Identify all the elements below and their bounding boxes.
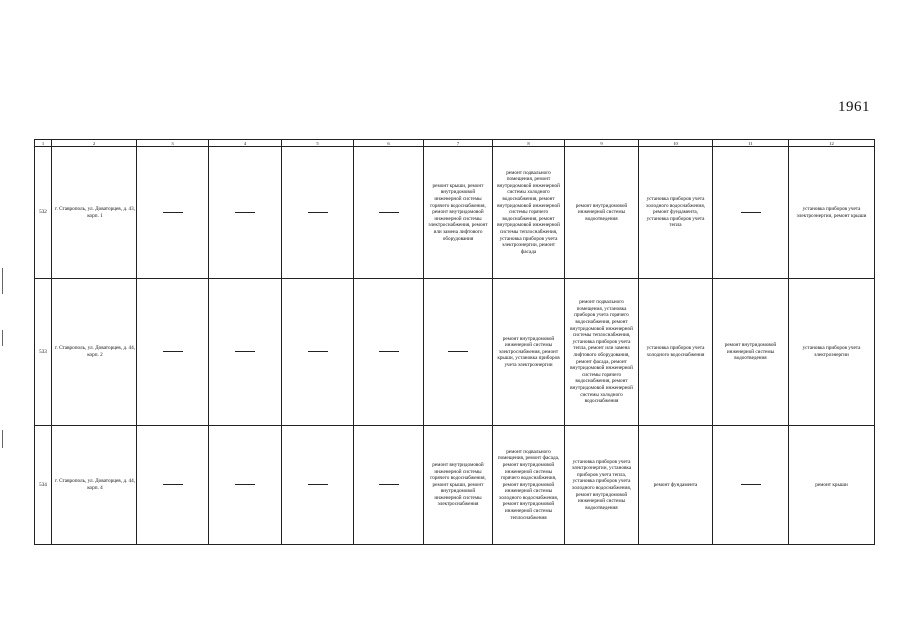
column-number: 4	[209, 140, 282, 147]
work-text: установка приборов учета холодного водоснабжения, ремонт фундамента, установка приборов учета тепла	[645, 196, 706, 229]
empty-cell	[137, 279, 209, 426]
work-cell	[639, 426, 713, 545]
empty-cell	[713, 147, 789, 279]
work-text: ремонт подвального помещения, ремонт внутридомовой инженерной системы холодного водоснабжения, ремонт внутридомовой инженерной системы горячего водоснабжения, ремонт внутридомовой инженерной системы теплоснабжения, установка приборов учета электроэнергии, ремонт фасада	[497, 169, 560, 255]
work-cell	[639, 147, 713, 279]
work-text: установка приборов учета электроэнергии, установка приборов учета тепла, установка приборов учета холодного водоснабжения, ремонт внутридомовой инженерной системы водоотведения	[571, 458, 632, 511]
dash-mark	[379, 212, 399, 213]
work-text: ремонт крыши	[815, 481, 848, 488]
row-number: 534	[35, 426, 52, 545]
empty-cell	[713, 426, 789, 545]
work-cell	[424, 426, 493, 545]
column-number: 6	[354, 140, 424, 147]
column-number: 2	[52, 140, 137, 147]
dash-mark	[308, 351, 328, 352]
table-row	[35, 426, 875, 545]
work-text: ремонт подвального помещения, установка приборов учета горячего водоснабжения, ремонт внутридомовой инженерной системы теплоснабжения, установка приборов учета тепла, ремонт или замена лифтового оборудования, ремонт фасада, ремонт внутридомовой инженерной системы горячего водоснабжения, ремонт внутридомовой инженерной системы холодного водоснабжения	[570, 299, 633, 405]
work-text: ремонт внутридомовой инженерной системы водоотведения	[724, 342, 777, 362]
work-text: ремонт внутридомовой инженерной системы горячего водоснабжения, ремонт крыши, ремонт внутридомовой инженерной системы электроснабжения	[430, 461, 486, 508]
empty-cell	[137, 426, 209, 545]
work-cell	[493, 147, 565, 279]
page-number: 1961	[838, 99, 870, 115]
table-row	[35, 147, 875, 279]
dash-mark	[235, 212, 255, 213]
table-row	[35, 279, 875, 426]
empty-cell	[282, 279, 354, 426]
column-number: 11	[713, 140, 789, 147]
empty-cell	[209, 279, 282, 426]
column-number: 7	[424, 140, 493, 147]
address-cell: г. Ставрополь, ул. Доваторцев, д. 44, корп. 4	[52, 426, 137, 545]
dash-mark	[741, 212, 761, 213]
work-cell	[565, 426, 639, 545]
scan-margin-mark	[2, 330, 3, 346]
work-cell	[713, 279, 789, 426]
scan-margin-mark	[2, 430, 3, 448]
dash-mark	[379, 351, 399, 352]
work-text: установка приборов учета электроэнергии	[802, 345, 861, 358]
dash-mark	[235, 351, 255, 352]
address-cell: г. Ставрополь, ул. Доваторцев, д. 44, корп. 2	[52, 279, 137, 426]
empty-cell	[209, 147, 282, 279]
dash-mark	[448, 351, 468, 352]
work-text: установка приборов учета холодного водоснабжения	[646, 345, 705, 358]
work-text: ремонт фундамента	[653, 481, 698, 488]
dash-mark	[379, 484, 399, 485]
row-number: 532	[35, 147, 52, 279]
scan-margin-mark	[2, 268, 3, 294]
work-cell	[789, 279, 875, 426]
dash-mark	[163, 212, 183, 213]
work-cell	[424, 147, 493, 279]
work-cell	[565, 279, 639, 426]
work-cell	[789, 426, 875, 545]
dash-mark	[235, 484, 255, 485]
column-number: 12	[789, 140, 875, 147]
dash-mark	[308, 212, 328, 213]
dash-mark	[163, 351, 183, 352]
work-cell	[493, 426, 565, 545]
work-text: ремонт внутридомовой инженерной системы электроснабжения, ремонт крыши, установка приборов учета электроэнергии	[497, 335, 560, 368]
column-number: 8	[493, 140, 565, 147]
work-text: ремонт крыши, ремонт внутридомовой инженерной системы горячего водоснабжения, ремонт внутридомовой инженерной системы электроснабжения, ремонт или замена лифтового оборудования	[428, 182, 488, 242]
empty-cell	[209, 426, 282, 545]
column-number: 9	[565, 140, 639, 147]
work-cell	[789, 147, 875, 279]
work-text: установка приборов учета электроэнергии, ремонт крыши	[796, 205, 867, 219]
column-number: 5	[282, 140, 354, 147]
empty-cell	[282, 426, 354, 545]
dash-mark	[163, 484, 183, 485]
work-cell	[493, 279, 565, 426]
empty-cell	[354, 279, 424, 426]
work-text: ремонт внутридомовой инженерной системы водоотведения	[575, 202, 628, 222]
column-number: 1	[35, 140, 52, 147]
empty-cell	[424, 279, 493, 426]
column-number: 3	[137, 140, 209, 147]
column-number: 10	[639, 140, 713, 147]
empty-cell	[354, 147, 424, 279]
work-cell	[639, 279, 713, 426]
empty-cell	[137, 147, 209, 279]
empty-cell	[282, 147, 354, 279]
empty-cell	[354, 426, 424, 545]
work-text: ремонт подвального помещения, ремонт фасада, ремонт внутридомовой инженерной системы горячего водоснабжения, ремонт внутридомовой инженерной системы холодного водоснабжения, ремонт внутридомовой инженерной системы теплоснабжения	[497, 448, 560, 521]
row-number: 533	[35, 279, 52, 426]
repair-schedule-table	[34, 139, 875, 545]
column-number-row	[35, 140, 875, 147]
dash-mark	[308, 484, 328, 485]
address-cell: г. Ставрополь, ул. Доваторцев, д. 43, корп. 1	[52, 147, 137, 279]
dash-mark	[741, 484, 761, 485]
work-cell	[565, 147, 639, 279]
